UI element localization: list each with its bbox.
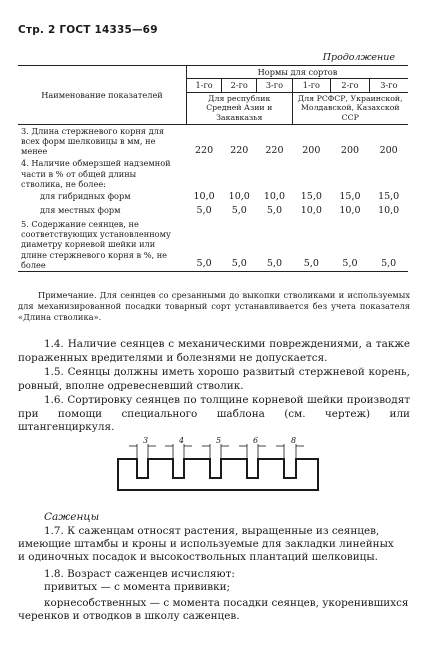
table-cell: 15,0 [300, 191, 322, 203]
table-cell: 5,0 [331, 218, 370, 272]
table-cell: 220 [230, 144, 249, 156]
table-cell: 5,0 [187, 218, 222, 272]
paragraph-1-6: 1.6. Сортировку сеянцев по толщине корневой шейки производят при помощи специального шаблона (см. чертеж) или штангенциркуля. [18, 394, 410, 434]
paragraph-1-8-line: корнесобственных — с момента посадки сеянцев, укоренившихся [44, 597, 409, 609]
template-outline [118, 459, 318, 490]
row-label: 4. Наличие обмерзшей надземной части в % от общей длины стволика, не более: [21, 158, 171, 189]
paragraph-1-4: 1.4. Наличие сеянцев с механическими повреждениями, а также пораженных вредителями и болезнями не допускается. [18, 338, 410, 364]
table-cell: 5,0 [369, 218, 408, 272]
paragraph-1-7-line: 1.7. К саженцам относят растения, выращенные из сеянцев, [44, 525, 380, 537]
table-cell: 15,0 [378, 191, 400, 203]
slot-label: 6 [253, 437, 259, 445]
paragraph-1-8-line: черенков и отводков в школу саженцев. [18, 610, 240, 622]
table-cell: 5,0 [231, 205, 247, 217]
table-row [18, 204, 408, 218]
slot-label: 3 [143, 437, 149, 445]
row-label: для гибридных форм [40, 191, 131, 202]
paragraph-1-7-line: и одиночных посадок и высокоствольных плантаций шелковицы. [18, 551, 378, 563]
table-cell: 10,0 [228, 191, 250, 203]
table-cell: 5,0 [222, 218, 257, 272]
column-header-name: Наименование показателей [18, 66, 187, 125]
table-row [18, 124, 408, 157]
page-header: Стр. 2 ГОСТ 14335—69 [18, 24, 158, 36]
column-header-norms: Нормы для сортов [187, 66, 409, 79]
grade-header: 3-го [369, 79, 408, 92]
slot-label: 5 [216, 437, 222, 445]
slot-label: 8 [291, 437, 297, 445]
table-row [18, 218, 408, 272]
table-note: Примечание. Для сеянцев со срезанными до выкопки стволиками и используемых для механизированной посадки товарный сорт устанавливается без учета показателя «Длина стволика». [18, 290, 410, 323]
grade-header: 3-го [257, 79, 292, 92]
grade-header: 1-го [187, 79, 222, 92]
table-cell: 5,0 [292, 218, 331, 272]
row-label: для местных форм [40, 205, 121, 216]
slot-label: 4 [179, 437, 185, 445]
sorting-template-drawing [0, 437, 427, 503]
table-cell: 10,0 [300, 205, 322, 217]
table-cell: 5,0 [257, 218, 292, 272]
paragraph-1-7-line: имеющие штамбы и кроны и используемые для закладки линейных [18, 538, 394, 550]
table-cell: 5,0 [266, 205, 282, 217]
grade-header: 2-го [222, 79, 257, 92]
table-cell: 10,0 [339, 205, 361, 217]
row-label: 3. Длина стержневого корня для всех форм шелковицы в мм, не менее [21, 125, 164, 157]
table-cell: 5,0 [196, 205, 212, 217]
table-cell: 10,0 [378, 205, 400, 217]
region-header: Для РСФСР, Украинской, Молдавской, Казахской ССР [292, 92, 408, 124]
table-cell: 10,0 [263, 191, 285, 203]
norms-table [18, 65, 408, 272]
table-row [18, 157, 408, 190]
grade-header: 2-го [331, 79, 370, 92]
table-cell: 200 [302, 144, 321, 156]
section-title: Саженцы [44, 511, 100, 523]
continuation-label: Продолжение [322, 52, 395, 63]
table-cell: 220 [195, 144, 214, 156]
table-cell: 200 [379, 144, 398, 156]
paragraph-1-5: 1.5. Сеянцы должны иметь хорошо развитый стержневой корень, ровный, вполне одревесневший стволик. [18, 366, 410, 392]
region-header: Для республик Средней Азии и Закавказья [187, 92, 293, 124]
table-cell: 220 [265, 144, 284, 156]
table-row [18, 190, 408, 204]
paragraph-1-8-line: 1.8. Возраст саженцев исчисляют: [44, 568, 235, 580]
table-cell: 10,0 [193, 191, 215, 203]
row-label: 5. Содержание сеянцев, не соответствующих установленному диаметру корневой шейки или длине стержневого корня в %, не более [18, 218, 187, 272]
paragraph-1-8-line: привитых — с момента прививки; [44, 581, 231, 593]
grade-header: 1-го [292, 79, 331, 92]
table-cell: 15,0 [339, 191, 361, 203]
table-cell: 200 [340, 144, 360, 156]
